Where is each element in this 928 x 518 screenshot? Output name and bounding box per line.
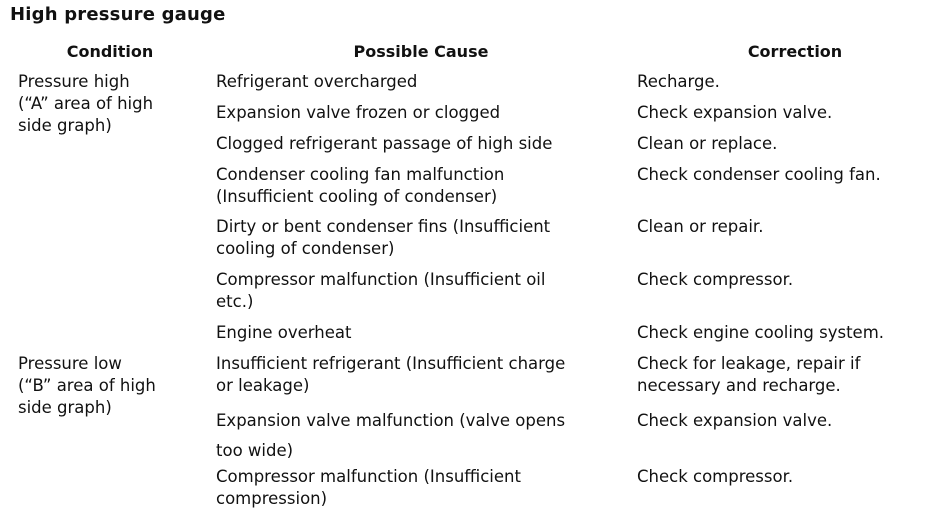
column-header-correction: Correction [747,42,843,61]
correction-cell [637,322,884,344]
cause-cell [216,406,565,466]
condition-line: side graph) [18,116,112,135]
column-header-condition: Condition [66,42,154,61]
condition-label [18,71,153,137]
correction-line: Recharge. [637,72,720,91]
correction-line: Check expansion valve. [637,103,833,122]
page-title: High pressure gauge [10,4,226,25]
cause-line: Expansion valve frozen or clogged [216,103,501,122]
cause-line: Compressor malfunction (Insufficient [216,467,521,486]
cause-cell [216,322,352,344]
cause-line: cooling of condenser) [216,239,395,258]
cause-cell [216,133,552,155]
cause-line: too wide) [216,441,294,460]
cause-line: or leakage) [216,376,310,395]
correction-cell [637,71,720,93]
cause-line: etc.) [216,292,254,311]
cause-line: Insufficient refrigerant (Insufficient charge [216,354,566,373]
condition-line: Pressure high [18,72,130,91]
correction-line: Check for leakage, repair if [637,354,861,373]
correction-cell [637,102,832,124]
cause-line: (Insufficient cooling of condenser) [216,187,498,206]
correction-line: Clean or repair. [637,217,764,236]
correction-cell [637,353,860,397]
correction-line: Check engine cooling system. [637,323,885,342]
correction-line: Check condenser cooling fan. [637,165,881,184]
cause-line: Refrigerant overcharged [216,72,418,91]
cause-line: Engine overheat [216,323,352,342]
correction-line: necessary and recharge. [637,376,841,395]
condition-line: side graph) [18,398,112,417]
correction-line: Check expansion valve. [637,411,833,430]
cause-cell [216,269,545,313]
cause-line: Dirty or bent condenser fins (Insufficient [216,217,551,236]
cause-line: Clogged refrigerant passage of high side [216,134,553,153]
condition-line: (“B” area of high [18,376,156,395]
cause-cell [216,353,565,397]
correction-cell [637,164,881,186]
correction-line: Check compressor. [637,467,794,486]
cause-cell [216,216,550,260]
cause-cell [216,71,417,93]
condition-line: Pressure low [18,354,122,373]
correction-cell [637,269,793,291]
correction-line: Check compressor. [637,270,794,289]
cause-cell [216,102,500,124]
cause-line: Compressor malfunction (Insufficient oil [216,270,546,289]
correction-line: Clean or replace. [637,134,778,153]
cause-line: compression) [216,489,328,508]
condition-line: (“A” area of high [18,94,154,113]
cause-line: Expansion valve malfunction (valve opens [216,411,566,430]
cause-cell [216,164,504,208]
condition-label [18,353,156,419]
cause-cell [216,466,521,510]
correction-cell [637,133,777,155]
column-header-possible-cause: Possible Cause [353,42,489,61]
correction-cell [637,466,793,488]
correction-cell [637,216,763,238]
cause-line: Condenser cooling fan malfunction [216,165,505,184]
correction-cell [637,406,832,436]
